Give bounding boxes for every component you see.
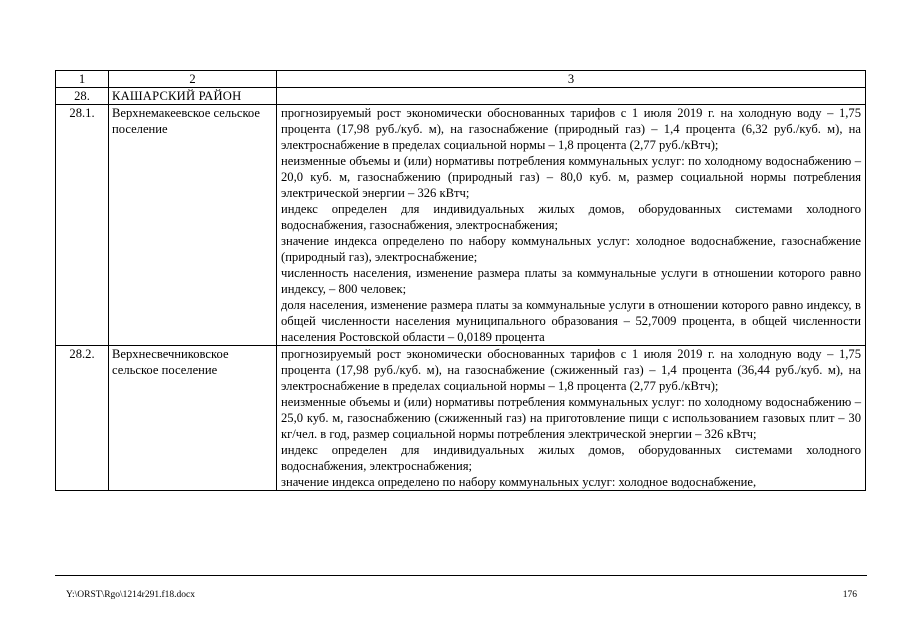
- column-number-2: 2: [109, 71, 277, 88]
- paragraph: значение индекса определено по набору коммунальных услуг: холодное водоснабжение,: [281, 475, 757, 489]
- paragraph: прогнозируемый рост экономически обоснованных тарифов с 1 июля 2019 г. на холодную воду – 1,75 процента (17,98 руб./куб. м), на газоснабжение (сжиженный газ) – 1,4 процента (36,44 руб./куб. м), на электроснабжение в пределах социальной нормы – 1,8 процента (2,77 руб./кВтч);: [281, 347, 861, 393]
- paragraph: неизменные объемы и (или) нормативы потребления коммунальных услуг: по холодному водоснабжению – 20,0 куб. м, газоснабжению (природный газ) – 80,0 куб. м, размер социальной нормы потребления электрической энергии – 326 кВтч;: [281, 154, 861, 200]
- paragraph: значение индекса определено по набору коммунальных услуг: холодное водоснабжение, газоснабжение (природный газ), электроснабжение;: [281, 234, 861, 264]
- settlement-name: Верхнесвечниковское сельское поселение: [109, 346, 277, 491]
- paragraph: численность населения, изменение размера платы за коммунальные услуги в отношении которого равно индексу, – 800 человек;: [281, 266, 861, 296]
- table-viewport: [55, 70, 867, 576]
- tariff-table: [55, 70, 866, 491]
- section-number: 28.: [56, 88, 109, 105]
- column-number-1: 1: [56, 71, 109, 88]
- table-row: [56, 346, 866, 491]
- paragraph: индекс определен для индивидуальных жилых домов, оборудованных системами холодного водоснабжения, электроснабжения;: [281, 443, 861, 473]
- section-title: КАШАРСКИЙ РАЙОН: [109, 88, 277, 105]
- file-path-footer: Y:\ORST\Rgo\1214r291.f18.docx: [66, 590, 195, 600]
- paragraph: прогнозируемый рост экономически обоснованных тарифов с 1 июля 2019 г. на холодную воду – 1,75 процента (17,98 руб./куб. м), на газоснабжение (природный газ) – 1,4 процента (6,32 руб./куб. м), на электроснабжение в пределах социальной нормы – 1,8 процента (2,77 руб./кВтч);: [281, 106, 861, 152]
- row-number: 28.2.: [56, 346, 109, 491]
- row-description: [277, 346, 866, 491]
- section-empty-cell: [277, 88, 866, 105]
- settlement-name: Верхнемакеевское сельское поселение: [109, 105, 277, 346]
- page-number: 176: [842, 590, 857, 600]
- section-row: [56, 88, 866, 105]
- row-number: 28.1.: [56, 105, 109, 346]
- paragraph: неизменные объемы и (или) нормативы потребления коммунальных услуг: по холодному водоснабжению – 25,0 куб. м, газоснабжению (сжиженный газ) на приготовление пищи с использованием газовых плит – 30 кг/чел. в год, размер социальной нормы потребления электрической энергии – 326 кВтч;: [281, 395, 861, 441]
- paragraph: доля населения, изменение размера платы за коммунальные услуги в отношении которого равно индексу, в общей численности населения муниципального образования – 52,7009 процента, в общей численности населения Ростовской области – 0,0189 процента: [281, 298, 861, 344]
- column-number-row: [56, 71, 866, 88]
- row-description: [277, 105, 866, 346]
- paragraph: индекс определен для индивидуальных жилых домов, оборудованных системами холодного водоснабжения, газоснабжения, электроснабжения;: [281, 202, 861, 232]
- column-number-3: 3: [277, 71, 866, 88]
- table-row: [56, 105, 866, 346]
